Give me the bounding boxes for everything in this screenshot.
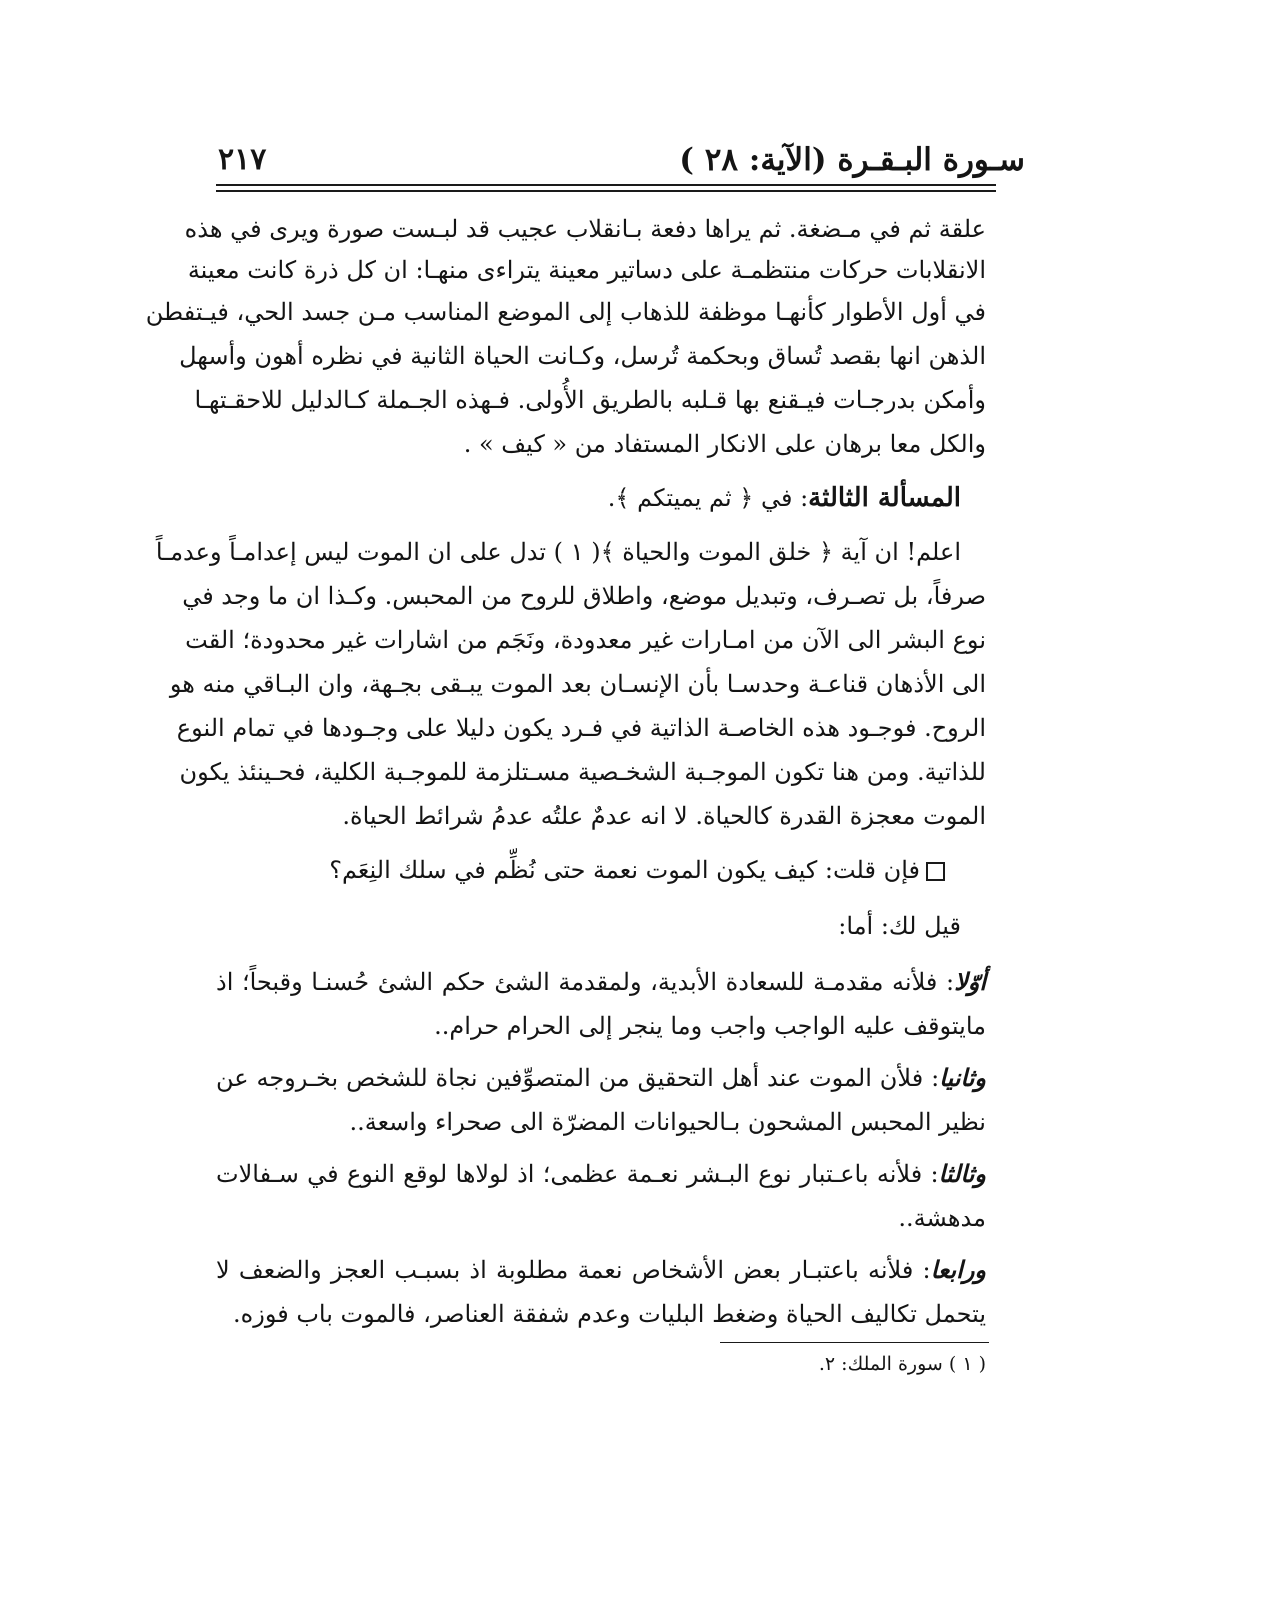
reason-1-line (216, 958, 986, 1006)
text-line-10: نوع البشر الى الآن من امـارات غير معدودة، ونَجَم من اشارات غير محدودة؛ القت (185, 626, 986, 654)
header-rule-bottom (216, 190, 996, 192)
text-line-11: الى الأذهان قناعـة وحدسـا بأن الإنسـان بعد الموت يبـقى بجـهة، وان البـاقي منه هو (169, 670, 986, 698)
text-line-1: علقة ثم في مـضغة. ثم يراها دفعة بـانقلاب عجيب قد لبـست صورة ويرى في هذه (184, 215, 986, 243)
question-text: فإن قلت: كيف يكون الموت نعمة حتى نُظِّم في سلك النِعَم؟ (329, 856, 920, 884)
reason-4-text: : فلأنه باعتبـار بعض الأشخاص نعمة مطلوبة اذ بسبـب العجز والضعف لا (216, 1256, 931, 1284)
text-line-24: يتحمل تكاليف الحياة وضغط البليات وعدم شفقة العناصر، فالموت باب فوزه. (233, 1300, 986, 1328)
text-line-2: الانقلابات حركات منتظمـة على دساتير معينة يتراءى منهـا: ان كل ذرة كانت معينة (187, 256, 986, 284)
text-line-22: مدهشة.. (898, 1204, 986, 1232)
reason-4-line (216, 1246, 986, 1294)
text-line-3: في أول الأطوار كأنهـا موظفة للذهاب إلى الموضع المناسب مـن جسد الحي، فيـتفطن (145, 298, 986, 326)
text-line-18: مايتوقف عليه الواجب واجب وما ينجر إلى الحرام حرام.. (434, 1012, 986, 1040)
reason-1-label: أوّلا (954, 967, 987, 996)
reason-4-label: ورابعا (930, 1255, 986, 1284)
text-line-16: قيل لك: أما: (838, 912, 961, 940)
reason-2-line (216, 1054, 986, 1102)
section-heading-verse: : في ﴿ ثم يميتكم ﴾. (607, 484, 809, 512)
footnote: ( ١ ) سورة الملك: ٢. (818, 1353, 986, 1375)
header-rule-top (216, 184, 996, 186)
question-line (216, 846, 945, 894)
text-line-14: الموت معجزة القدرة كالحياة. لا انه عدمٌ علتُه عدمُ شرائط الحياة. (342, 802, 986, 830)
page-number: ٢١٧ (218, 142, 267, 177)
section-heading (216, 474, 961, 522)
reason-3-text: : فلأنه باعـتبار نوع البـشر نعـمة عظمى؛ اذ لولاها لوقع النوع في سـفالات (216, 1160, 939, 1188)
footnote-rule (720, 1342, 989, 1343)
running-header-title: سـورة البـقـرة (الآية: ٢٨ ) (679, 142, 1025, 178)
text-line-8: اعلم! ان آية ﴿ خلق الموت والحياة ﴾( ١ ) تدل على ان الموت ليس إعدامـاً وعدمـاً (155, 538, 961, 566)
text-line-4: الذهن انها بقصد تُساق وبحكمة تُرسل، وكـانت الحياة الثانية في نظره أهون وأسهل (179, 342, 986, 370)
square-bullet-icon (926, 862, 945, 881)
reason-1-text: : فلأنه مقدمـة للسعادة الأبدية، ولمقدمة الشئ حكم الشئ حُسنـا وقبحاً؛ اذ (216, 968, 955, 996)
text-line-6: والكل معا برهان على الانكار المستفاد من « كيف » . (463, 430, 986, 458)
section-heading-label: المسألة الثالثة (808, 483, 961, 513)
text-line-12: الروح. فوجـود هذه الخاصـة الذاتية في فـرد يكون دليلا على وجـودها في تمام النوع (176, 714, 986, 742)
reason-2-label: وثانيا (939, 1063, 986, 1092)
text-line-9: صرفاً، بل تصـرف، وتبديل موضع، واطلاق للروح من المحبس. وكـذا ان ما وجد في (182, 582, 986, 610)
text-line-5: وأمكن بدرجـات فيـقنع بها قـلبه بالطريق الأُولى. فـهذه الجـملة كـالدليل للاحقـتهـا (194, 386, 986, 414)
reason-3-line (216, 1150, 986, 1198)
text-line-20: نظير المحبس المشحون بـالحيوانات المضرّة الى صحراء واسعة.. (349, 1108, 986, 1136)
reason-3-label: وثالثا (938, 1159, 986, 1188)
text-line-13: للذاتية. ومن هنا تكون الموجـبة الشخـصية مسـتلزمة للموجـبة الكلية، فحـينئذ يكون (179, 758, 986, 786)
reason-2-text: : فلأن الموت عند أهل التحقيق من المتصوِّفين نجاة للشخص بخـروجه عن (216, 1064, 940, 1092)
